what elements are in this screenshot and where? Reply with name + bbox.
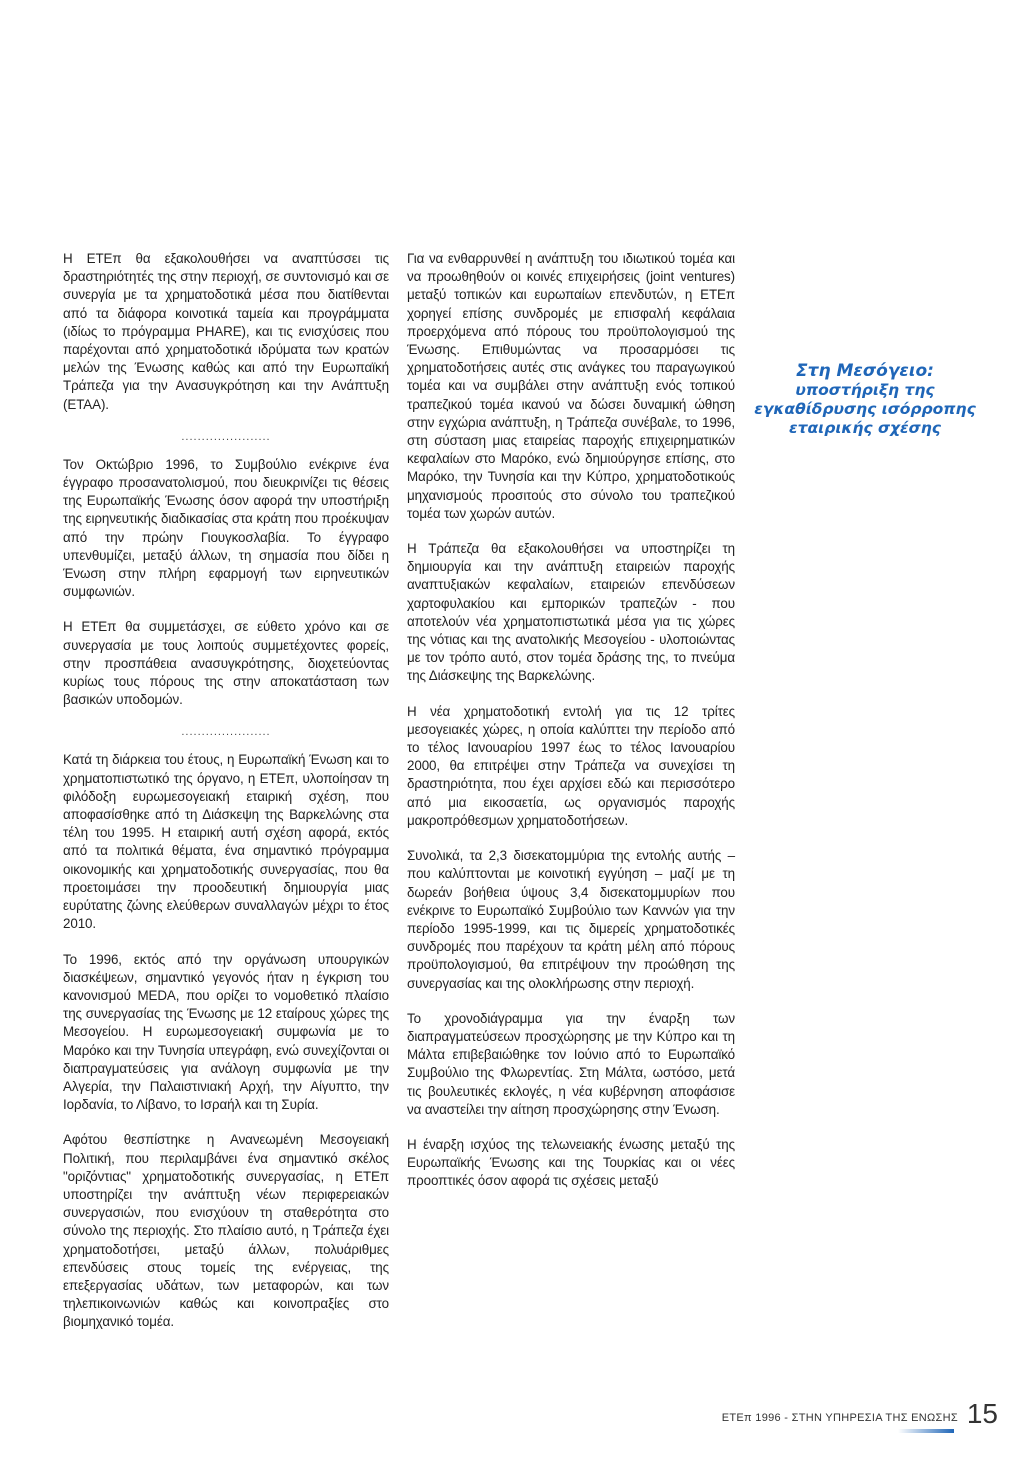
paragraph: Η νέα χρηματοδοτική εντολή για τις 12 τρίτες μεσογειακές χώρες, η οποία καλύπτει την περίοδο από το τέλος Ιανουαρίου 1997 έως το τέλος Ιανουαρίου 2000, θα επιτρέψει στην Τράπεζα να συνεχίσει τη δραστηριότητα, που έχει αρχίσει εδώ και περισσότερο από μια εικοσαετία, ως οργανισμός παροχής μακροπρόθεσμων χρηματοδοτήσεων. (407, 703, 735, 828)
section-separator: ...................... (181, 430, 271, 443)
left-column (63, 250, 389, 1349)
pull-quote-title: Στη Μεσόγειο: (796, 361, 934, 381)
paragraph: Η ΕΤΕπ θα συμμετάσχει, σε εύθετο χρόνο και σε συνεργασία με τους λοιπούς συμμετέχοντες φορείς, στην προσπάθεια ανασυγκρότησης, διοχετεύοντας κυρίως τους πόρους της στην αποκατάσταση των βασικών υποδομών. (63, 619, 389, 708)
paragraph: Κατά τη διάρκεια του έτους, η Ευρωπαϊκή Ένωση και το χρηματοπιστωτικό της όργανο, η ΕΤΕπ, υλοποίησαν τη φιλόδοξη ευρωμεσογειακή εταιρική σχέση, που αποφασίσθηκε από τη Διάσκεψη της Βαρκελώνης στα τέλη του 1995. Η εταιρική αυτή σχέση αφορά, εκτός από τα πολιτικά θέματα, ένα σημαντικό πρόγραμμα οικονομικής και χρηματοδοτικής συνεργασίας, που θα προετοιμάσει την προοδευτική δημιουργία μιας ευρύτατης ζώνης ελεύθερων συναλλαγών μέχρι το έτος 2010. (63, 752, 389, 932)
paragraph: Το χρονοδιάγραμμα για την έναρξη των διαπραγματεύσεων προσχώρησης με την Κύπρο και τη Μάλτα επιβεβαιώθηκε τον Ιούνιο από το Ευρωπαϊκό Συμβούλιο της Φλωρεντίας. Στη Μάλτα, ωστόσο, μετά τις βουλευτικές εκλογές, η νέα κυβέρνηση αποφάσισε να αναστείλει την αίτηση προσχώρησης στην Ένωση. (407, 1010, 735, 1117)
pull-quote (740, 362, 990, 438)
paragraph: Αφότου θεσπίστηκε η Ανανεωμένη Μεσογειακή Πολιτική, που περιλαμβάνει ένα σημαντικό σκέλος "οριζόντιας" χρηματοδοτικής συνεργασίας, η ΕΤΕπ υποστηρίζει την ανάπτυξη νέων περιφερειακών συνεργασιών, που ενισχύουν τη σταθερότητα στο σύνολο της περιοχής. Στο πλαίσιο αυτό, η Τράπεζα έχει χρηματοδοτήσει, μεταξύ άλλων, πολυάριθμες επενδύσεις στους τομείς της ενέργειας, της επεξεργασίας υδάτων, των μεταφορών, και των τηλεπικοινωνιών καθώς και κοινοπραξίες στο βιομηχανικό τομέα. (63, 1132, 389, 1330)
pull-quote-line: υποστήριξη της (795, 381, 935, 399)
section-separator: ...................... (181, 726, 271, 739)
pull-quote-line: εγκαθίδρυσης ισόρροπης (754, 400, 976, 418)
paragraph: Τον Οκτώβριο 1996, το Συμβούλιο ενέκρινε ένα έγγραφο προσανατολισμού, που διευκρινίζει τις θέσεις της Ευρωπαϊκής Ένωσης όσον αφορά την υποστήριξη της ειρηνευτικής διαδικασίας στα κράτη που προέκυψαν από την πρώην Γιουγκοσλαβία. Το έγγραφο υπενθυμίζει, μεταξύ άλλων, τη σημασία που δίδει η Ένωση στην πλήρη εφαρμογή των ειρηνευτικών συμφωνιών. (63, 456, 389, 600)
paragraph: Συνολικά, τα 2,3 δισεκατομμύρια της εντολής αυτής – που καλύπτονται με κοινοτική εγγύηση – μαζί με τη δωρεάν βοήθεια ύψους 3,4 δισεκατομμυρίων που ενέκρινε το Ευρωπαϊκό Συμβούλιο των Καννών για την περίοδο 1995-1999, και τις διμερείς χρηματοδοτικές συνδρομές που παρέχουν τα κράτη μέλη από πόρους προϋπολογισμού, θα επιτρέψουν την προώθηση της συνεργασίας και της ολοκλήρωσης στην περιοχή. (407, 848, 735, 991)
paragraph: Το 1996, εκτός από την οργάνωση υπουργικών διασκέψεων, σημαντικό γεγονός ήταν η έγκριση του κανονισμού MEDA, που ορίζει το νομοθετικό πλαίσιο της συνεργασίας της Ένωσης με 12 εταίρους χώρες της Μεσογείου. Η ευρωμεσογειακή συμφωνία με το Μαρόκο και την Τυνησία υπεγράφη, ενώ συνεχίζονται οι διαπραγματεύσεις για ανάλογη συμφωνία με την Αλγερία, την Παλαιστινιακή Αρχή, την Αίγυπτο, την Ιορδανία, το Λίβανο, το Ισραήλ και τη Συρία. (63, 951, 389, 1113)
paragraph: Για να ενθαρρυνθεί η ανάπτυξη του ιδιωτικού τομέα και να προωθηθούν οι κοινές επιχειρήσεις (joint ventures) μεταξύ τοπικών και ευρωπαίων επενδυτών, η ΕΤΕπ χορηγεί επίσης συνδρομές με επισφαλή κεφάλαια προερχόμενα από πόρους του προϋπολογισμού της Ένωσης. Επιθυμώντας να προσαρμόσει τις χρηματοδοτήσεις αυτές στις ανάγκες του παραγωγικού τομέα και να συμβάλει στην ανάπτυξη ενός τοπικού τραπεζικού τομέα ικανού να δώσει δυναμική ώθηση στην εγχώρια ανάπτυξη, η Τράπεζα συνέβαλε, το 1996, στη σύσταση μιας εταιρείας παροχής επιχειρηματικών κεφαλαίων στο Μαρόκο, ενώ δημιούργησε επίσης, στο Μαρόκο, την Τυνησία και την Κύπρο, χρηματοδοτικούς μηχανισμούς προσιτούς στο σύνολο του τραπεζικού τομέα των χωρών αυτών. (407, 251, 735, 521)
page-footer (721, 1398, 998, 1438)
pull-quote-line: εταιρικής σχέσης (789, 419, 941, 437)
paragraph: Η έναρξη ισχύος της τελωνειακής ένωσης μεταξύ της Ευρωπαϊκής Ένωσης και της Τουρκίας και οι νέες προοπτικές όσον αφορά τις σχέσεις μεταξύ (407, 1136, 735, 1189)
paragraph: Η ΕΤΕπ θα εξακολουθήσει να αναπτύσσει τις δραστηριότητές της στην περιοχή, σε συντονισμό και σε συνεργία με τα χρηματοδοτικά μέσα που διατίθενται από τα διάφορα κοινοτικά ταμεία και προγράμματα (ιδίως το πρόγραμμα PHARE), και τις ενισχύσεις που παρέχονται από χρηματοδοτικά ιδρύματα των κρατών μελών της Ένωσης καθώς και από την Ευρωπαϊκή Τράπεζα για την Ανασυγκρότηση και την Ανάπτυξη (ΕΤΑΑ). (63, 251, 389, 412)
paragraph: Η Τράπεζα θα εξακολουθήσει να υποστηρίζει τη δημιουργία και την ανάπτυξη εταιρειών παροχής αναπτυξιακών κεφαλαίων, εταιρειών επενδύσεων χαρτοφυλακίου και εμπορικών τραπεζών - που αποτελούν νέα χρηματοπιστωτικά μέσα για τις χώρες της νότιας και της ανατολικής Μεσογείου - υλοποιώντας με τον τρόπο αυτό, στον τομέα δράσης της, το πνεύμα της Διάσκεψης της Βαρκελώνης. (407, 541, 735, 684)
right-column (407, 250, 735, 1208)
page-number: 15 (966, 1398, 998, 1429)
footer-accent-bar (898, 1429, 954, 1433)
running-title: ΕΤΕπ 1996 - ΣΤΗΝ ΥΠΗΡΕΣΙΑ ΤΗΣ ΕΝΩΣΗΣ (721, 1412, 958, 1424)
